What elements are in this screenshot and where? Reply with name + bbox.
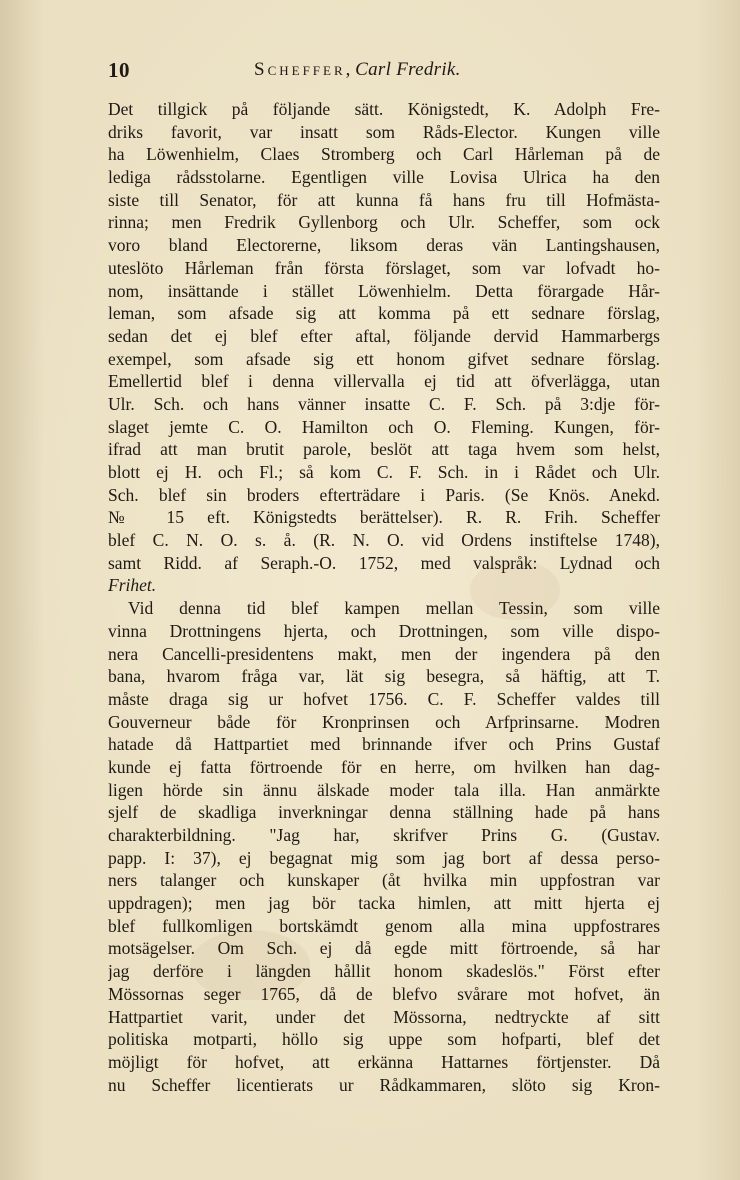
author-surname: Scheffer — [254, 59, 346, 80]
text-line: samt Ridd. af Seraph.-O. 1752, med valspråk: Lydnad och — [108, 552, 660, 573]
paragraph-2 — [108, 597, 660, 1096]
text-line: № 15 eft. Königstedts berättelser). R. R. Frih. Scheffer — [108, 507, 660, 528]
text-line: charakterbildning. "Jag har, skrifver Prins G. (Gustav. — [108, 825, 660, 845]
title-separator: , — [345, 59, 356, 80]
text-line: sedan det ej blef efter aftal, följande dervid Hammarbergs — [108, 325, 660, 346]
text-line: Mössornas seger 1765, då de blefvo svårare mot hofvet, än — [108, 983, 660, 1004]
text-line: jag derföre i längden hållit honom skadeslös." Först efter — [108, 961, 660, 982]
text-line: politiska motparti, höllo sig uppe som hofparti, blef det — [108, 1029, 660, 1050]
text-line: Sch. blef sin broders efterträdare i Paris. (Se Knös. Anekd. — [108, 484, 660, 505]
paragraph-1 — [108, 98, 660, 597]
text-line: bana, hvarom fråga var, lät sig besegra, så häftig, att T. — [108, 666, 660, 687]
text-line: ifrad att man brutit parole, beslöt att taga hvem som helst, — [108, 439, 660, 460]
text-line: hatade då Hattpartiet med brinnande ifver och Prins Gustaf — [108, 734, 660, 755]
text-line: kunde ej fatta förtroende för en herre, om hvilken han dag- — [108, 756, 660, 777]
text-line: möjligt för hofvet, att erkänna Hattarnes förtjenster. Då — [108, 1051, 660, 1072]
author-given-names: Carl Fredrik. — [355, 59, 461, 80]
text-line: voro bland Electorerne, liksom deras vän Lantingshausen, — [108, 235, 660, 256]
body-text — [108, 98, 660, 1096]
text-line: Gouverneur både för Kronprinsen och Arfprinsarne. Modren — [108, 711, 660, 732]
running-title — [254, 59, 461, 81]
text-line: lediga rådsstolarne. Egentligen ville Lovisa Ulrica ha den — [108, 167, 660, 188]
text-line: slaget jemte C. O. Hamilton och O. Fleming. Kungen, för- — [108, 416, 660, 437]
text-line: rinna; men Fredrik Gyllenborg och Ulr. Scheffer, som ock — [108, 212, 660, 233]
text-line: Hattpartiet varit, under det Mössorna, nedtryckte af sitt — [108, 1006, 660, 1027]
text-line: uteslöto Hårleman från första förslaget, som var lofvadt ho- — [108, 257, 660, 278]
text-line-first: Vid denna tid blef kampen mellan Tessin, som ville — [128, 598, 660, 619]
text-line: uppdragen); men jag bör tacka himlen, att mitt hjerta ej — [108, 893, 660, 914]
text-line: papp. I: 37), ej begagnat mig som jag bort af dessa perso- — [108, 847, 660, 868]
text-line: motsägelser. Om Sch. ej då egde mitt förtroende, så har — [108, 938, 660, 959]
text-line: blef C. N. O. s. å. (R. N. O. vid Ordens instiftelse 1748), — [108, 530, 660, 551]
text-line-last: Frihet. — [108, 575, 157, 596]
text-line: nom, insättande i stället Löwenhielm. Detta förargade Hår- — [108, 280, 660, 301]
text-line: leman, som afsade sig att komma på ett sednare förslag, — [108, 303, 660, 324]
text-line: vinna Drottningens hjerta, och Drottningen, som ville dispo- — [108, 620, 660, 641]
text-line: Det tillgick på följande sätt. Königstedt, K. Adolph Fre- — [108, 99, 660, 119]
text-line: ligen hörde sin ännu älskade moder tala illa. Han anmärkte — [108, 779, 660, 800]
text-line: nu Scheffer licentierats ur Rådkammaren, slöto sig Kron- — [108, 1074, 660, 1095]
text-line: ha Löwenhielm, Claes Stromberg och Carl Hårleman på de — [108, 144, 660, 165]
text-line: blott ej H. och Fl.; så kom C. F. Sch. in i Rådet och Ulr. — [108, 462, 660, 482]
page-number: 10 — [108, 58, 130, 82]
text-line: Emellertid blef i denna villervalla ej tid att öfverlägga, utan — [108, 371, 660, 392]
text-line: exempel, som afsade sig ett honom gifvet sednare förslag. — [108, 348, 660, 369]
running-head — [108, 58, 664, 88]
text-line: Ulr. Sch. och hans vänner insatte C. F. Sch. på 3:dje för- — [108, 393, 660, 414]
text-line: driks favorit, var insatt som Råds-Elector. Kungen ville — [108, 121, 660, 142]
text-line: ners talanger och kunskaper (åt hvilka min uppfostran var — [108, 870, 660, 891]
text-line: blef fullkomligen bortskämdt genom alla mina uppfostrares — [108, 915, 660, 936]
text-line: siste till Senator, för att kunna få hans fru till Hofmästa- — [108, 189, 660, 210]
text-line: måste draga sig ur hofvet 1756. C. F. Scheffer valdes till — [108, 688, 660, 709]
text-line: nera Cancelli-presidentens makt, men der ingendera på den — [108, 643, 660, 664]
text-line: sjelf de skadliga inverkningar denna ställning hade på hans — [108, 802, 660, 823]
